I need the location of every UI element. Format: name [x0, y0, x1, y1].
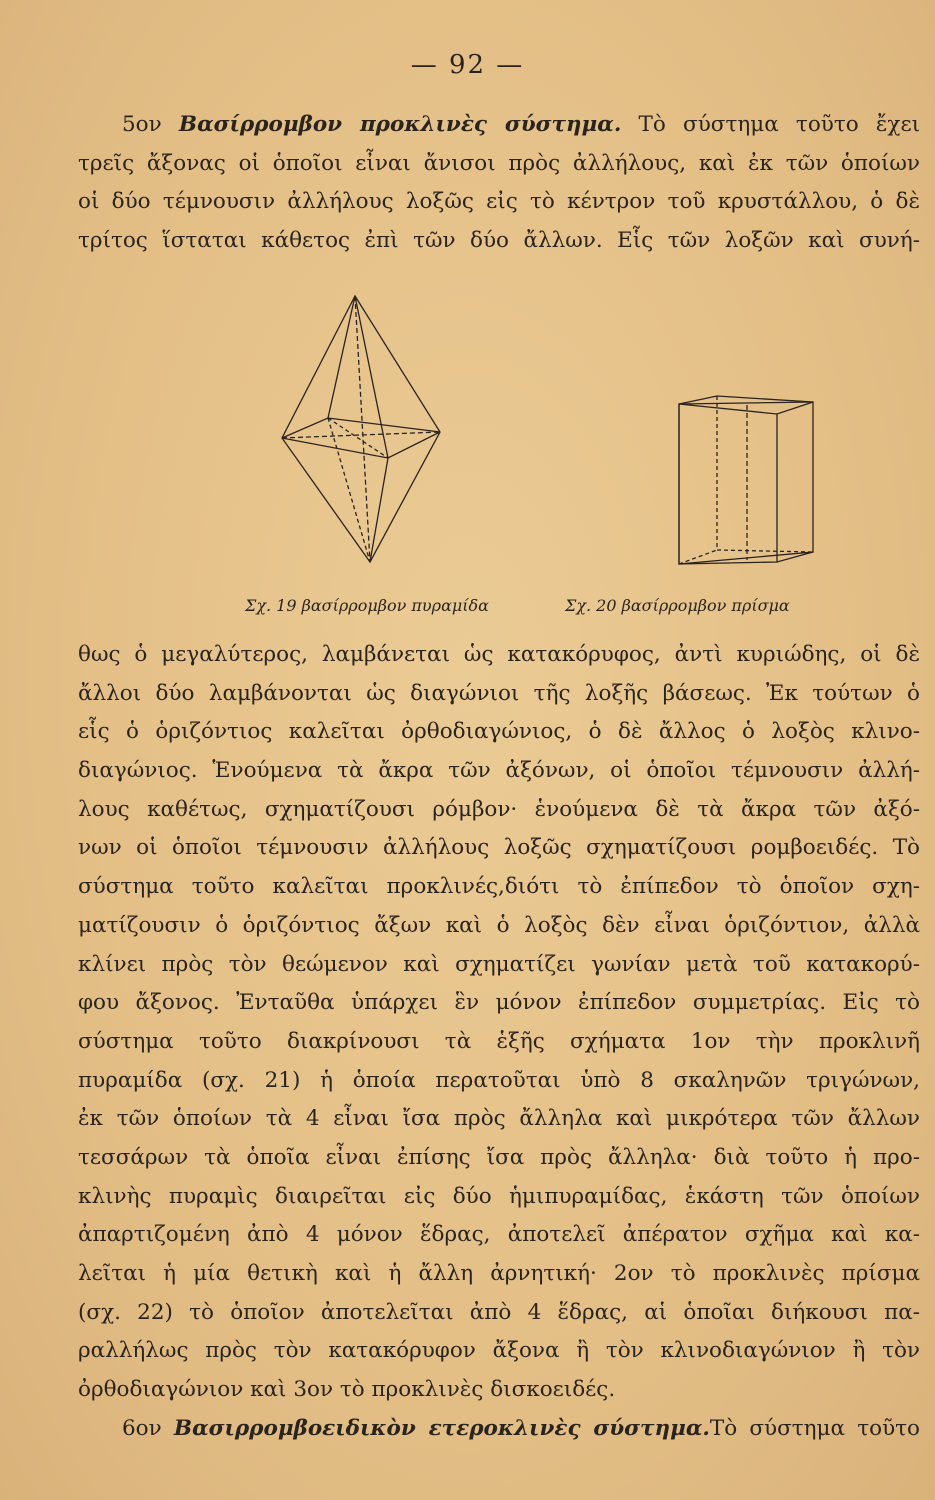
text-line: κλίνει πρὸς τὸν θεώμενον καὶ σχηματίζει γωνίαν μετὰ τοῦ κατακορύ-: [78, 951, 920, 977]
text-line: θως ὁ μεγαλύτερος, λαμβάνεται ὡς κατακόρυφος, ἀντὶ κυριώδης, οἱ δὲ: [78, 642, 920, 667]
text-line: ἄλλοι δύο λαμβάνονται ὡς διαγώνιοι τῆς λοξῆς βάσεως. Ἐκ τούτων ὁ: [78, 680, 920, 706]
text-line: κλινὴς πυραμὶς διαιρεῖται εἰς δύο ἡμιπυραμίδας, ἑκάστη τῶν ὁποίων: [78, 1183, 920, 1209]
text-line: ἐκ τῶν ὁποίων τὰ 4 εἶναι ἴσα πρὸς ἄλληλα καὶ μικρότερα τῶν ἄλλων: [78, 1106, 920, 1132]
text-line: λεῖται ἡ μία θετικὴ καὶ ἡ ἄλλη ἀρνητική· 2ον τὸ προκλινὲς πρίσμα: [78, 1261, 920, 1286]
section-6-number: 6ον: [122, 1415, 174, 1441]
text-line: πυραμίδα (σχ. 21) ἡ ὁποία περατοῦται ὑπὸ 8 σκαληνῶν τριγώνων,: [78, 1067, 920, 1093]
text-line: νων οἱ ὁποῖοι τέμνουσιν ἀλλήλους λοξῶς σχηματίζουσι ρομβοειδές. Τὸ: [78, 835, 920, 861]
text-line: σύστημα τοῦτο καλεῖται προκλινές,διότι τὸ ἐπίπεδον τὸ ὁποῖον σχη-: [78, 874, 920, 900]
section-5-title: Βασίρρομβον προκλινὲς σύστημα.: [178, 112, 622, 137]
text-line: οἱ δύο τέμνουσιν ἀλλήλους λοξῶς εἰς τὸ κέντρον τοῦ κρυστάλλου, ὁ δὲ: [78, 189, 920, 215]
section-5-continuation: [78, 636, 920, 1448]
section-5-number: 5ον: [122, 112, 179, 137]
text-line: (σχ. 22) τὸ ὁποῖον ἀποτελεῖται ἀπὸ 4 ἕδρας, αἱ ὁποῖαι διήκουσι πα-: [78, 1299, 920, 1325]
text-line: τρεῖς ἄξονας οἱ ὁποῖοι εἶναι ἄνισοι πρὸς ἀλλήλους, καὶ ἐκ τῶν ὁποίων: [78, 150, 920, 176]
text-line: λους καθέτως, σχηματίζουσι ρόμβον· ἑνούμενα δὲ τὰ ἄκρα τῶν ἀξό-: [78, 796, 920, 822]
text-line: διαγώνιος. Ἑνούμενα τὰ ἄκρα τῶν ἀξόνων, οἱ ὁποῖοι τέμνουσιν ἀλλή-: [78, 758, 920, 784]
section-5-paragraph: [78, 106, 920, 261]
text-line: ἀπαρτιζομένη ἀπὸ 4 μόνον ἕδρας, ἀποτελεῖ ἀπέρατον σχῆμα καὶ κα-: [78, 1222, 920, 1248]
text-line: εἷς ὁ ὁριζόντιος καλεῖται ὀρθοδιαγώνιος, ὁ δὲ ἄλλος ὁ λοξὸς κλινο-: [78, 719, 920, 745]
section-5-heading-line: [78, 106, 920, 145]
text-line: τεσσάρων τὰ ὁποῖα εἶναι ἐπίσης ἴσα πρὸς ἄλληλα· διὰ τοῦτο ἡ προ-: [78, 1144, 920, 1170]
section-6-heading-line: [78, 1410, 920, 1449]
section-6-intro: Τὸ σύστημα τοῦτο: [709, 1415, 920, 1441]
text-line: σύστημα τοῦτο διακρίνουσι τὰ ἑξῆς σχήματα 1ον τὴν προκλινῆ: [78, 1028, 920, 1054]
text-line: ραλλήλως πρὸς τὸν κατακόρυφον ἄξονα ἢ τὸν κλινοδιαγώνιον ἢ τὸν: [78, 1338, 920, 1364]
figure-20-prism-diagram: [665, 390, 845, 575]
text-line: ὀρθοδιαγώνιον καὶ 3ον τὸ προκλινὲς δισκοειδές.: [78, 1377, 616, 1403]
page-number: — 92 —: [410, 50, 525, 80]
figure-20-caption: Σχ. 20 βασίρρομβον πρίσμα: [565, 596, 790, 615]
section-6-title: Βασιρρομβοειδικὸν ετεροκλινὲς σύστημα.: [173, 1415, 710, 1441]
text-line: ματίζουσιν ὁ ὁριζόντιος ἄξων καὶ ὁ λοξὸς δὲν εἶναι ὁριζόντιον, ἀλλὰ: [78, 912, 920, 938]
text-line: τρίτος ἵσταται κάθετος ἐπὶ τῶν δύο ἄλλων. Εἷς τῶν λοξῶν καὶ συνή-: [78, 228, 920, 254]
section-5-intro: Τὸ σύστημα τοῦτο ἔχει: [621, 112, 920, 137]
text-line: φου ἄξονος. Ἐνταῦθα ὑπάρχει ἓν μόνον ἐπίπεδον συμμετρίας. Εἰς τὸ: [78, 990, 920, 1016]
figure-19-caption: Σχ. 19 βασίρρομβον πυραμίδα: [245, 596, 489, 615]
figure-19-bipyramid-diagram: [270, 290, 480, 590]
